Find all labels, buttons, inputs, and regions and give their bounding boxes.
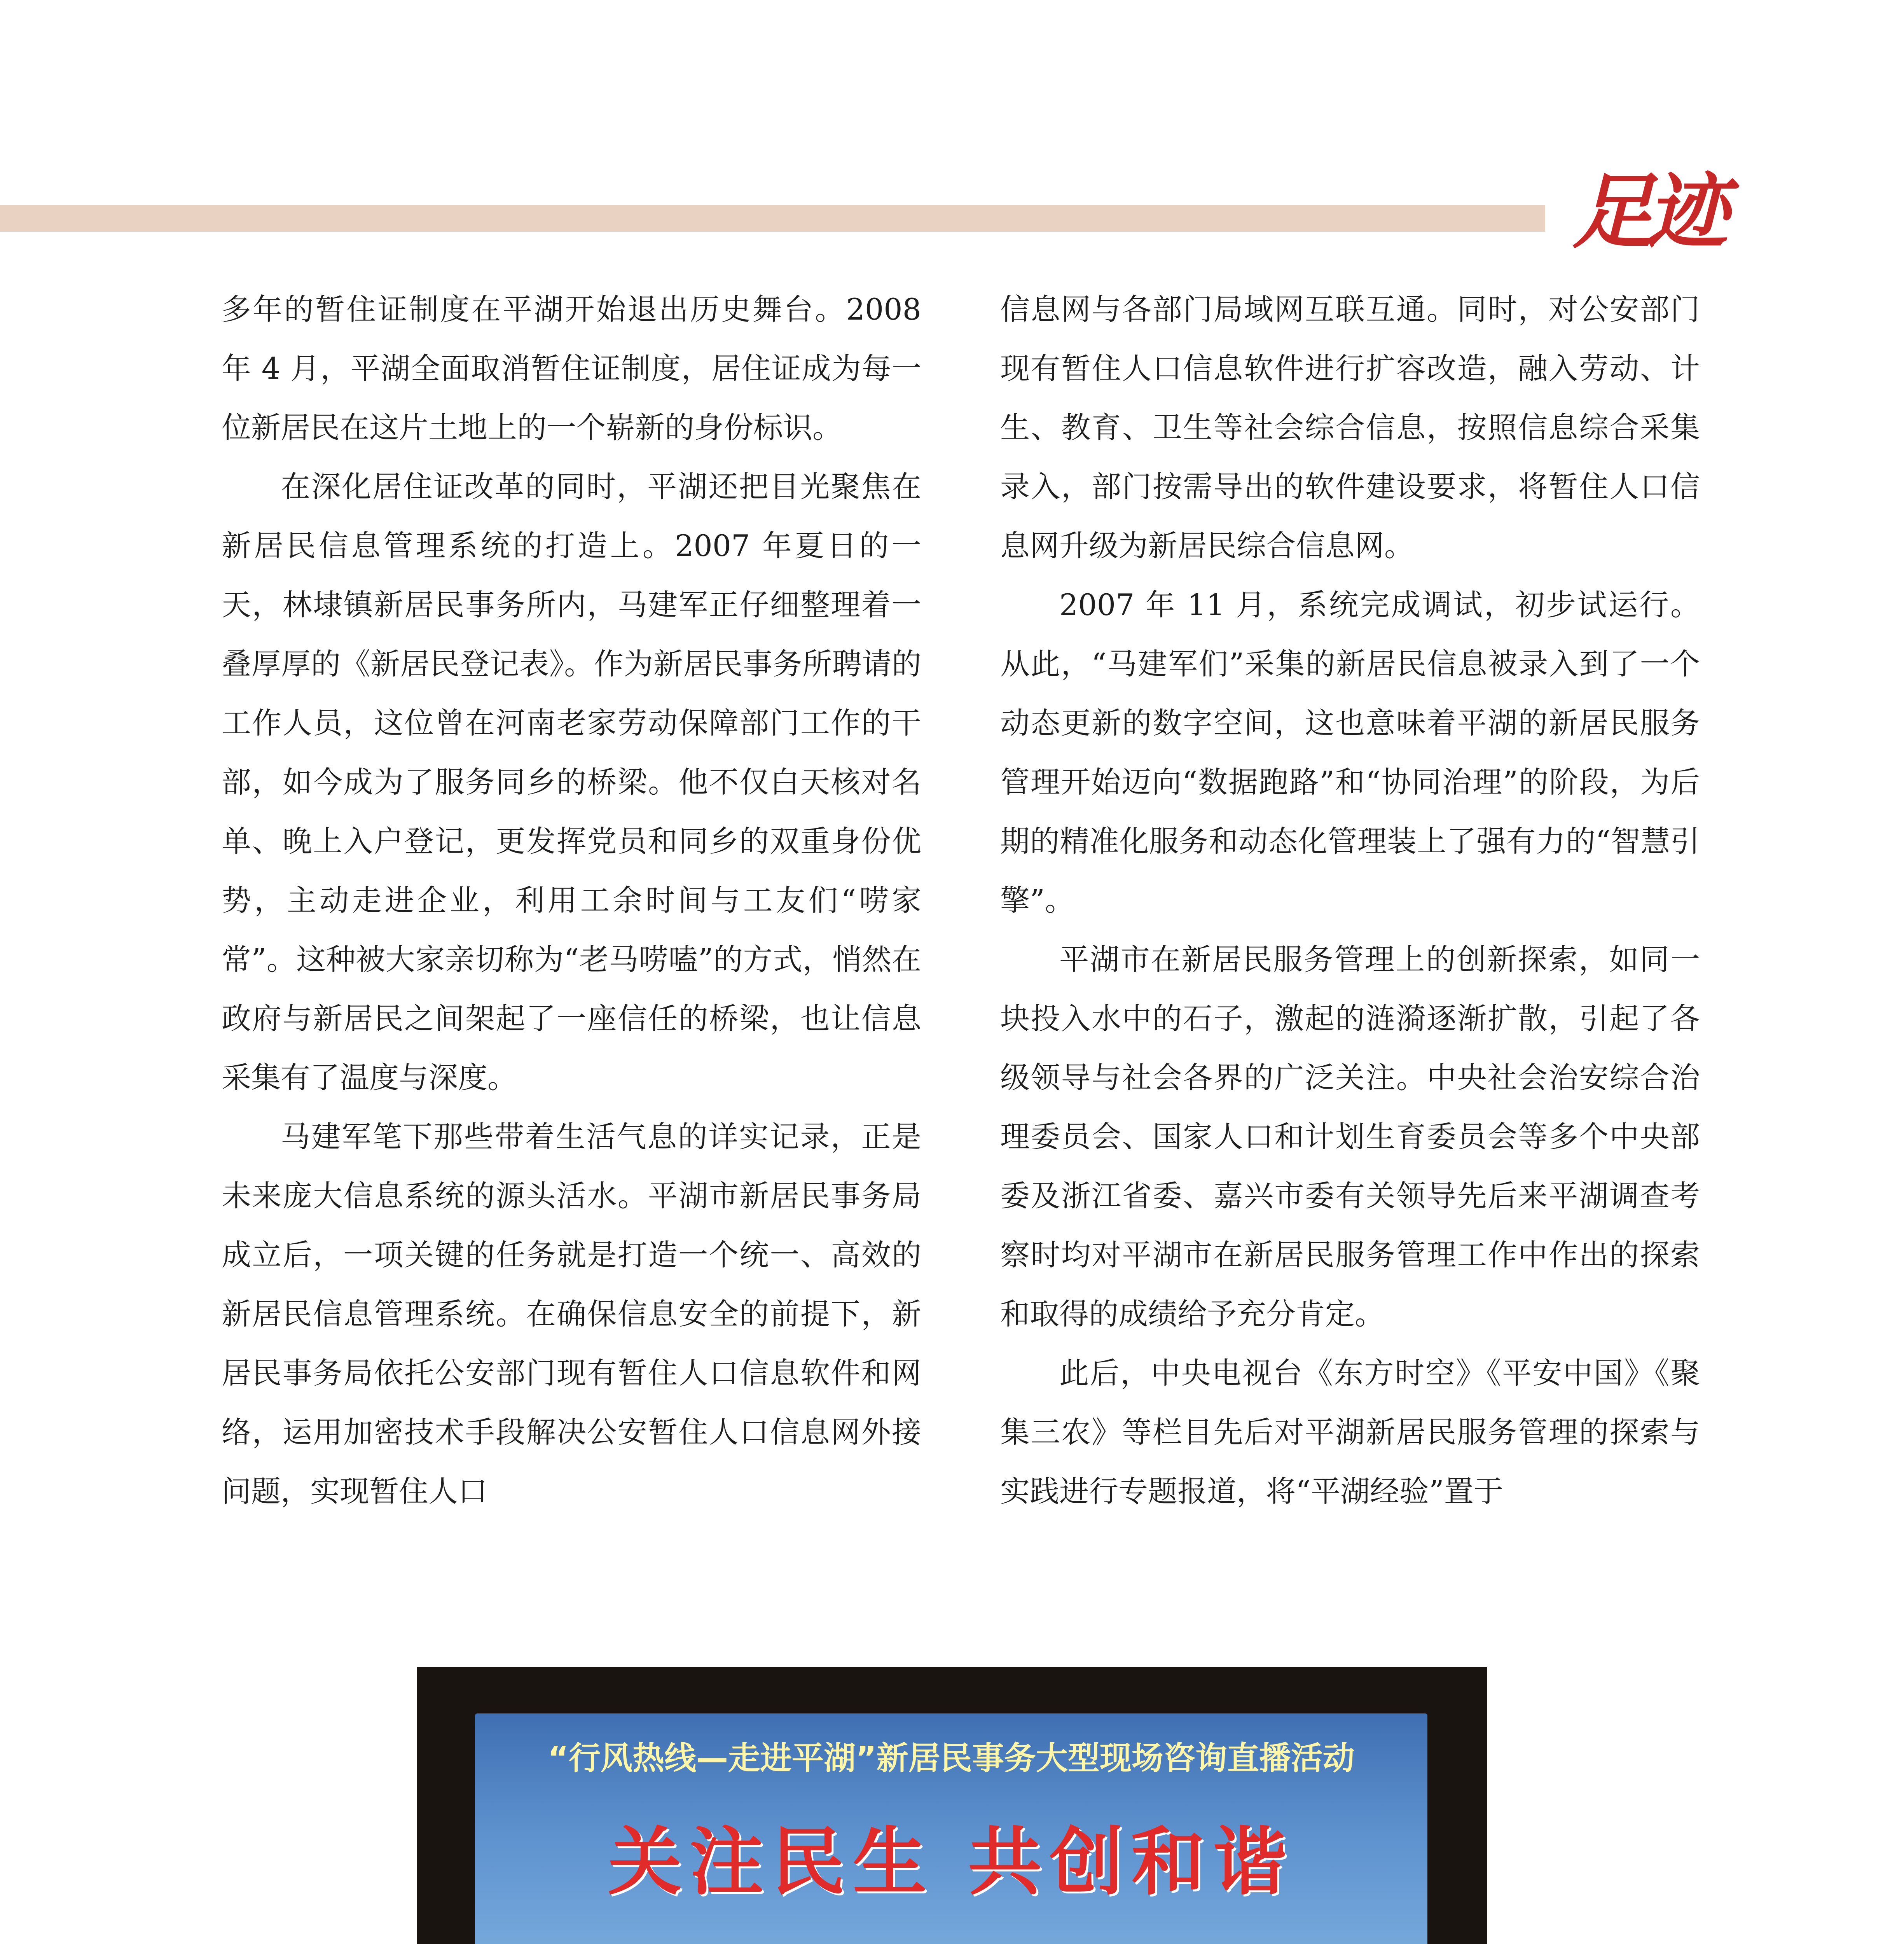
- event-photo: [417, 1667, 1487, 1944]
- paragraph: 多年的暂住证制度在平湖开始退出历史舞台。2008 年 4 月，平湖全面取消暂住证制度，居住证成为每一位新居民在这片土地上的一个崭新的身份标识。: [222, 292, 921, 445]
- paragraph: 马建军笔下那些带着生活气息的详实记录，正是未来庞大信息系统的源头活水。平湖市新居民事务局成立后，一项关键的任务就是打造一个统一、高效的新居民信息管理系统。在确保信息安全的前提下，新居民事务局依托公安部门现有暂住人口信息软件和网络，运用加密技术手段解决公安暂住人口信息网外接问题，实现暂住人口: [222, 1119, 921, 1509]
- right-column: [1000, 280, 1700, 1521]
- paragraph: 平湖市在新居民服务管理上的创新探索，如同一块投入水中的石子，激起的涟漪逐渐扩散，引起了各级领导与社会各界的广泛关注。中央社会治安综合治理委员会、国家人口和计划生育委员会等多个中央部委及浙江省委、嘉兴市委有关领导先后来平湖调查考察时均对平湖市在新居民服务管理工作中作出的探索和取得的成绩给予充分肯定。: [1000, 942, 1700, 1331]
- header-band: [0, 205, 1545, 232]
- stage-banner: [475, 1713, 1427, 1944]
- paragraph: 信息网与各部门局域网互联互通。同时，对公安部门现有暂住人口信息软件进行扩容改造，融入劳动、计生、教育、卫生等社会综合信息，按照信息综合采集录入，部门按需导出的软件建设要求，将暂住人口信息网升级为新居民综合信息网。: [1000, 292, 1700, 563]
- paragraph: 2007 年 11 月，系统完成调试，初步试运行。从此，“马建军们”采集的新居民信息被录入到了一个动态更新的数字空间，这也意味着平湖的新居民服务管理开始迈向“数据跑路”和“协同治理”的阶段，为后期的精准化服务和动态化管理装上了强有力的“智慧引擎”。: [1000, 587, 1700, 918]
- left-column: [222, 280, 921, 1521]
- banner-main-text: 关注民生 共创和谐: [608, 1819, 1295, 1905]
- banner-top-text: “行风热线—走进平湖”新居民事务大型现场咨询直播活动: [548, 1740, 1355, 1777]
- paragraph: 此后，中央电视台《东方时空》《平安中国》《聚集三农》等栏目先后对平湖新居民服务管理的探索与实践进行专题报道，将“平湖经验”置于: [1000, 1356, 1700, 1509]
- paragraph: 在深化居住证改革的同时，平湖还把目光聚焦在新居民信息管理系统的打造上。2007 年夏日的一天，林埭镇新居民事务所内，马建军正仔细整理着一叠厚厚的《新居民登记表》。作为新居民事务所聘请的工作人员，这位曾在河南老家劳动保障部门工作的干部，如今成为了服务同乡的桥梁。他不仅白天核对名单、晚上入户登记，更发挥党员和同乡的双重身份优势，主动走进企业，利用工余时间与工友们“唠家常”。这种被大家亲切称为“老马唠嗑”的方式，悄然在政府与新居民之间架起了一座信任的桥梁，也让信息采集有了温度与深度。: [222, 469, 921, 1095]
- section-logo: 足迹: [1572, 164, 1721, 260]
